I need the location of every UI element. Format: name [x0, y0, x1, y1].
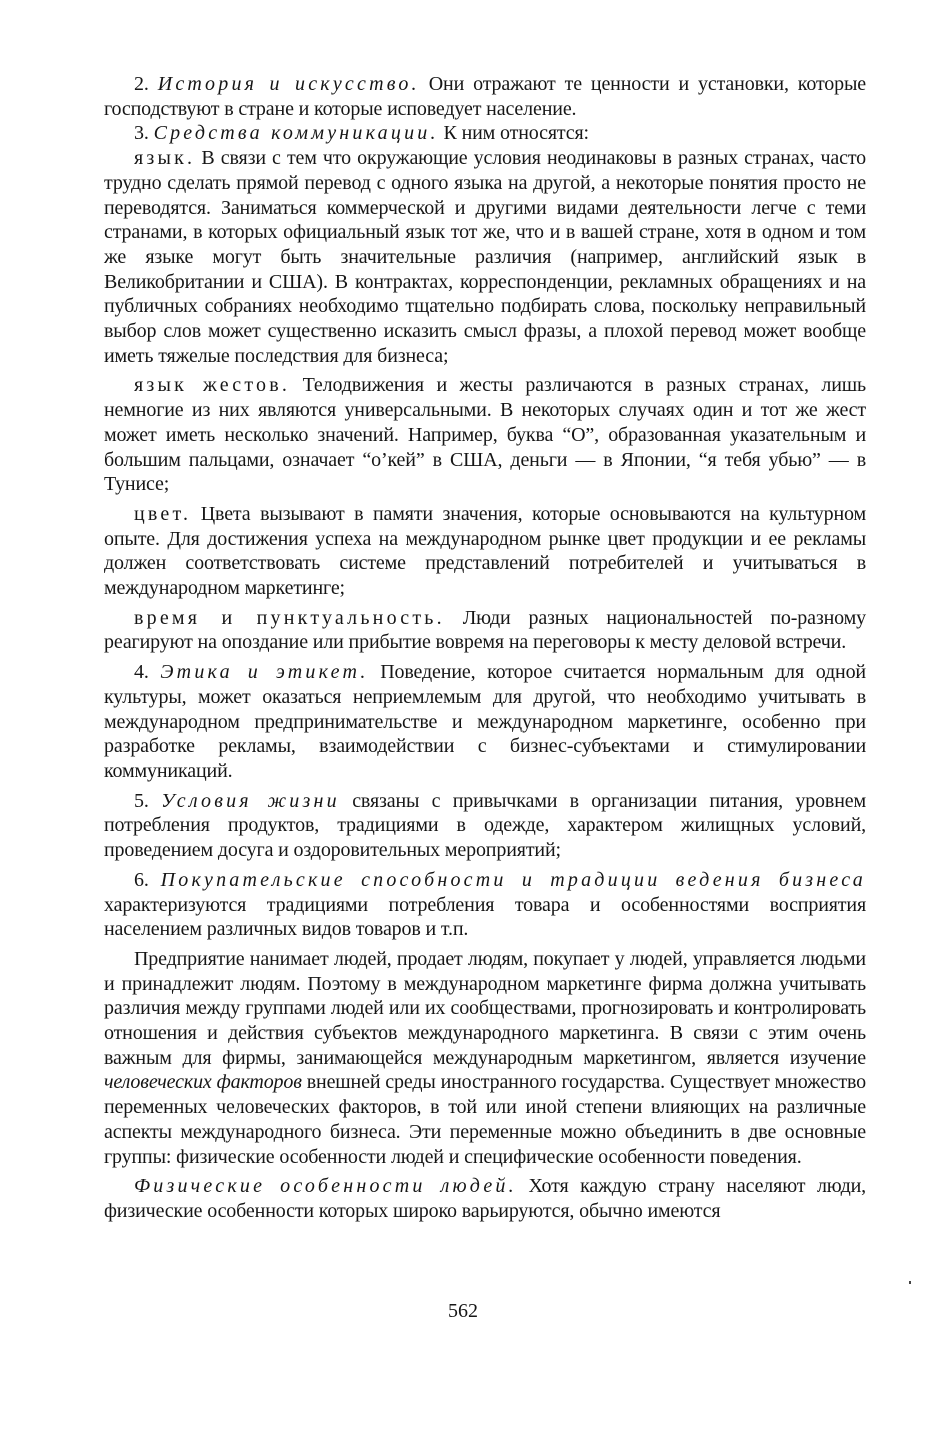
body-text	[104, 72, 866, 1224]
paragraph-text: внешней среды иностранного государства. Существует множество переменных человеческих факторов, в той или иной степени влияющих на различные аспекты международного бизнеса. Эти переменные можно объединить в две основные группы: физические особенности людей и специфические особенности поведения.	[104, 1071, 866, 1168]
item-heading: Покупательские способности и традиции ведения бизнеса	[160, 868, 866, 891]
paragraph-living-conditions	[104, 789, 866, 863]
item-heading: Средства коммуникации.	[153, 122, 439, 145]
item-number: 2.	[134, 73, 158, 95]
paragraph-text: Предприятие нанимает людей, продает людям, покупает у людей, управляется людьми и принадлежит людям. Поэтому в международном маркетинге фирма должна учитывать различия между группами людей или их сообществами, прогнозировать и контролировать отношения и действия субъектов международного маркетинга. В связи с этим очень важным для фирмы, занимающейся международным маркетингом, является изучение	[104, 947, 866, 1069]
paragraph-physical-features	[104, 1174, 866, 1223]
paragraph-text: Телодвижения и жесты различаются в разных странах, лишь немногие из них являются универсальными. В некоторых случаях один и тот же жест может иметь несколько значений. Например, буква “О”, образованная указательным и большим пальцами, означает “о’кей” в США, деньги — в Японии, “я тебя убью” — в Тунисе;	[104, 374, 866, 496]
paragraph-language	[104, 146, 866, 368]
emphasized-term: человеческих факторов	[104, 1071, 302, 1094]
subitem-heading: время и пунктуальность.	[134, 606, 445, 629]
paragraph-text: Они отражают те ценности и установки, которые господствуют в стране и которые исповедует население.	[104, 73, 866, 120]
item-number: 5.	[134, 789, 162, 812]
paragraph-text: Люди разных национальностей по-разному реагируют на опоздание или прибытие вовремя на переговоры к месту деловой встречи.	[104, 606, 866, 654]
section-heading: Физические особенности людей.	[134, 1175, 517, 1198]
paragraph-enterprise	[104, 947, 866, 1169]
paragraph-text: К ним относятся:	[438, 122, 589, 145]
subitem-heading: цвет.	[134, 502, 192, 525]
subitem-heading: язык жестов.	[134, 374, 291, 397]
paragraph-text: В связи с тем что окружающие условия неодинаковы в разных странах, часто трудно сделать прямой перевод с одного языка на другой, а некоторые понятия просто не переводятся. Заниматься коммерческой и другими видами деятельности легче с теми странами, в которых официальный язык тот же, что и в вашей стране, хотя в одном и том же языке могут быть значительные различия (например, английский язык в Великобритании и США). В контрактах, корреспонденции, рекламных обращениях и на публичных собраниях необходимо тщательно подбирать слова, поскольку неправильный выбор слов может существенно исказить смысл фразы, а плохой перевод может вообще иметь тяжелые последствия для бизнеса;	[104, 147, 866, 367]
paragraph-purchasing	[104, 868, 866, 942]
paragraph-text: Поведение, которое считается нормальным для одной культуры, может оказаться неприемлемым для другой, что необходимо учитывать в международном предпринимательстве и международном маркетинге, особенно при разработке рекламы, взаимодействии с бизнес-субъектами и стимулировании коммуникаций.	[104, 661, 866, 782]
page-number: 562	[448, 1300, 478, 1322]
item-heading: Этика и этикет.	[160, 661, 369, 684]
scan-speck	[909, 1281, 911, 1284]
paragraph-time	[104, 606, 866, 655]
paragraph-gestures	[104, 373, 866, 497]
paragraph-text: характеризуются традициями потребления товара и особенностями восприятия населением различных видов товаров и т.п.	[104, 893, 866, 941]
paragraph-history-art	[104, 72, 866, 121]
paragraph-text: связаны с привычками в организации питания, уровнем потребления продуктов, традициями в одежде, характером жилищных условий, проведением досуга и оздоровительных мероприятий;	[104, 789, 866, 862]
item-heading: История и искусство.	[157, 73, 420, 95]
subitem-heading: язык.	[134, 147, 196, 170]
paragraph-communication	[104, 121, 866, 146]
item-number: 3.	[134, 122, 154, 145]
paragraph-ethics	[104, 660, 866, 784]
paragraph-text: Хотя каждую страну населяют люди, физические особенности которых широко варьируются, обычно имеются	[104, 1175, 866, 1222]
item-number: 4.	[134, 661, 161, 684]
paragraph-text: Цвета вызывают в памяти значения, которые основываются на культурном опыте. Для достижения успеха на международном рынке цвет продукции и ее рекламы должен соответствовать системе представлений потребителей и учитываться в международном маркетинге;	[104, 502, 866, 600]
paragraph-color	[104, 502, 866, 601]
item-number: 6.	[134, 868, 161, 891]
item-heading: Условия жизни	[161, 789, 340, 812]
